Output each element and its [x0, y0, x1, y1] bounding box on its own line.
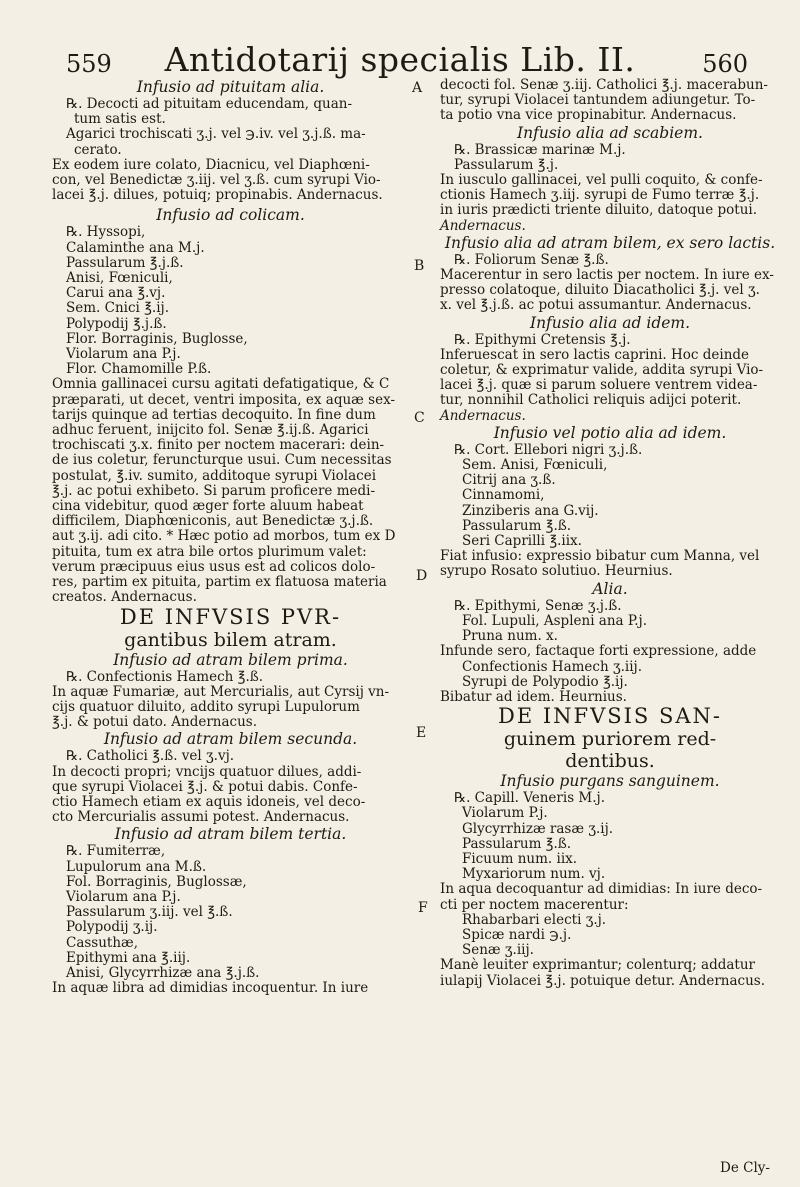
text-line: iulapij Violacei ℥.j. potuique detur. Andernacus. — [440, 972, 766, 989]
section-title: gantibus bilem atram. — [124, 628, 337, 651]
section-title: dentibus. — [565, 750, 655, 773]
text-line: res, partim ex pituita, partim ex flatuosa materia — [52, 574, 387, 591]
text-line: ℞. Foliorum Senæ ℥.ß. — [454, 251, 609, 268]
text-line: Ficuum num. iix. — [462, 850, 578, 867]
text-line: ctio Hamech etiam ex aquis idoneis, vel deco- — [52, 793, 366, 810]
page-number-left: 559 — [66, 50, 112, 78]
text-line: cerato. — [74, 141, 122, 158]
text-line: adhuc feruent, inijcito fol. Senæ ℥.ij.ß. Agarici — [52, 422, 369, 439]
text-line: tum satis est. — [74, 111, 166, 128]
text-line: trochiscati ʒ.x. finito per noctem macerari: dein- — [52, 437, 385, 454]
text-line: ℞. Epithymi, Senæ ʒ.j.ß. — [454, 597, 622, 614]
text-line: Calaminthe ana M.j. — [66, 239, 205, 256]
text-line: Passularum ℥.j.ß. — [66, 254, 184, 271]
heading: Infusio ad pituitam alia. — [136, 78, 325, 96]
text-line: ta potio vna vice propinabitur. Andernacus. — [440, 107, 737, 124]
text-line: de ius coletur, feruncturque usui. Cum necessitas — [52, 452, 392, 469]
text-line: In aqua decoquantur ad dimidias: In iure deco- — [440, 881, 763, 898]
text-line: In iusculo gallinacei, vel pulli coquito, & confe- — [440, 172, 763, 189]
text-line: que syrupi Violacei ℥.j. & potui dabis. Confe- — [52, 778, 358, 795]
text-line: Cinnamomi, — [462, 487, 545, 504]
margin-mark-d: D — [416, 568, 428, 584]
text-line: Polypodij ℥.j.ß. — [66, 315, 167, 332]
margin-mark-b: B — [414, 258, 425, 274]
text-line: ℞. Cort. Ellebori nigri ʒ.j.ß. — [454, 441, 643, 458]
text-line: Ex eodem iure colato, Diacnicu, vel Diaphœni- — [52, 156, 370, 173]
text-line: Fiat infusio: expressio bibatur cum Manna, vel — [440, 548, 760, 565]
text-line: Syrupi de Polypodio ℥.ij. — [462, 673, 628, 690]
text-line: ℞. Fumiterræ, — [66, 843, 166, 860]
text-line: Senæ ʒ.iij. — [462, 942, 534, 959]
text-line: Flor. Borraginis, Buglosse, — [66, 330, 248, 347]
text-line: In aquæ libra ad dimidias incoquentur. In iure — [52, 980, 369, 997]
margin-mark-f: F — [418, 900, 428, 916]
text-line: Passularum ℥.ß. — [462, 517, 572, 534]
text-line: Zinziberis ana G.vij. — [462, 502, 599, 519]
text-line: aut ʒ.ij. adi cito. * Hæc potio ad morbos, tum ex D — [52, 528, 396, 545]
text-line: ℞. Hyssopi, — [66, 224, 146, 241]
text-line: Flor. Chamomille P.ß. — [66, 361, 212, 378]
text-line: ℞. Brassicæ marinæ M.j. — [454, 141, 626, 158]
text-line: presso colatoque, diluito Diacatholici ℥.j. vel ʒ. — [440, 282, 760, 299]
text-line: Myxariorum num. vj. — [462, 866, 606, 883]
text-line: Omnia gallinacei cursu agitati defatigatique, & C — [52, 376, 390, 393]
text-line: postulat, ℥.iv. sumito, additoque syrupi Violacei — [52, 467, 377, 484]
text-line: Inferuescat in sero lactis caprini. Hoc deinde — [440, 346, 750, 363]
text-line: Sem. Cnici ℥.ij. — [66, 300, 170, 317]
section-title: guinem puriorem red- — [503, 728, 717, 751]
text-line: lacei ℥.j. quæ si parum soluere ventrem videa- — [440, 377, 758, 394]
text-line: Cassuthæ, — [66, 934, 139, 951]
text-line: Passularum ℥.ß. — [462, 835, 572, 852]
text-line: Violarum ana P.j. — [66, 888, 181, 905]
section-title: DE INFVSIS PVR- — [119, 604, 342, 629]
section-title: DE INFVSIS SAN- — [497, 704, 722, 729]
text-line: Polypodij ʒ.ij. — [66, 919, 158, 936]
text-line: Carui ana ℥.vj. — [66, 285, 166, 302]
text-line: Violarum P.j. — [462, 805, 548, 822]
text-line: Fol. Borraginis, Buglossæ, — [66, 873, 247, 890]
text-line: tur, syrupi Violacei tantundem adiungetur. To- — [440, 92, 756, 109]
text-line: Infunde sero, factaque forti expressione, adde — [440, 643, 757, 660]
text-line: cina videbitur, quod æger forte aluum habeat — [52, 498, 364, 515]
text-line: Manè leuiter exprimantur; colenturq; addatur — [440, 957, 755, 974]
text-line: difficilem, Diaphœniconis, aut Benedictæ ʒ.j.ß. — [52, 513, 374, 530]
text-line: ℞. Decocti ad pituitam educendam, quan- — [66, 96, 353, 112]
text-line: cti per noctem macerentur: — [440, 896, 629, 913]
text-line: ctionis Hamech ʒ.iij. syrupi de Fumo terræ ℥.j. — [440, 187, 760, 204]
heading: Infusio ad atram bilem prima. — [113, 650, 348, 669]
text-line: decocti fol. Senæ ʒ.iij. Catholici ℥.j. macerabun- — [440, 77, 768, 93]
text-line: Spicæ nardi ℈.j. — [462, 926, 572, 943]
heading: Infusio alia ad idem. — [529, 313, 691, 332]
text-line: Anisi, Fœniculi, — [66, 270, 173, 287]
text-line: con, vel Benedictæ ʒ.iij. vel ʒ.ß. cum syrupi Vio- — [52, 172, 381, 189]
heading: Infusio vel potio alia ad idem. — [493, 423, 727, 442]
text-line: pituita, tum ex atra bile ortos plurimum valet: — [52, 543, 367, 560]
heading: Infusio alia ad scabiem. — [517, 123, 703, 142]
text-line: Passularum ʒ.iij. vel ℥.ß. — [66, 904, 233, 921]
text-line: ℥.j. & potui dato. Andernacus. — [52, 714, 257, 731]
text-line: Confectionis Hamech ʒ.iij. — [462, 658, 642, 675]
text-line: Sem. Anisi, Fœniculi, — [462, 457, 608, 474]
text-line: ℥.j. ac potui exhibeto. Si parum proficere medi- — [52, 482, 376, 499]
text-line: præparati, ut decet, ventri imposita, ex aquæ sex- — [52, 391, 396, 408]
text-line: Andernacus. — [440, 217, 526, 234]
text-line: in iuris prædicti triente diluito, datoque potui. — [440, 202, 758, 219]
text-line: tur, nonnihil Catholici reliquis adijci poterit. — [440, 392, 742, 409]
text-line: Glycyrrhizæ rasæ ʒ.ij. — [462, 820, 614, 837]
text-line: x. vel ℥.j.ß. ac potui assumantur. Andernacus. — [440, 297, 752, 314]
heading: Infusio ad atram bilem secunda. — [103, 730, 358, 749]
heading: Alia. — [592, 579, 628, 598]
text-line: verum præcipuus eius usus est ad colicos dolo- — [52, 558, 376, 575]
text-line: Anisi, Glycyrrhizæ ana ℥.j.ß. — [66, 964, 260, 981]
text-line: In aquæ Fumariæ, aut Mercurialis, aut Cyrsij vn- — [52, 683, 390, 700]
heading: Infusio ad colicam. — [156, 206, 305, 225]
text-line: ℞. Confectionis Hamech ℥.ß. — [66, 668, 264, 685]
text-line: coletur, & exprimatur valide, addita syrupi Vio- — [440, 362, 764, 379]
text-line: Agarici trochiscati ʒ.j. vel ℈.iv. vel ʒ.j.ß. ma- — [66, 126, 366, 143]
text-line: syrupo Rosato solutiuo. Heurnius. — [440, 563, 673, 580]
margin-mark-c: C — [414, 410, 425, 426]
text-line: In decocti propri; vncijs quatuor dilues, addi- — [52, 763, 362, 780]
left-column — [52, 78, 409, 996]
text-line: creatos. Andernacus. — [52, 589, 197, 606]
text-line: Fol. Lupuli, Aspleni ana P.j. — [462, 612, 647, 629]
right-column — [440, 78, 780, 989]
text-line: Epithymi ana ℥.iij. — [66, 949, 191, 966]
text-line: Bibatur ad idem. Heurnius. — [440, 688, 627, 705]
text-line: Macerentur in sero lactis per noctem. In iure ex- — [440, 267, 774, 284]
text-line: Seri Caprilli ℥.iix. — [462, 533, 582, 550]
text-line: tarijs quinque ad tertias decoquito. In fine dum — [52, 406, 376, 423]
text-line: cijs quatuor diluito, addito syrupi Lupulorum — [52, 698, 360, 715]
text-line: Andernacus. — [440, 407, 526, 424]
text-line: Violarum ana P.j. — [66, 346, 181, 363]
text-line: lacei ℥.j. dilues, potuiq; propinabis. Andernacus. — [52, 187, 383, 204]
text-line: ℞. Catholici ℥.ß. vel ʒ.vj. — [66, 748, 235, 765]
heading: Infusio ad atram bilem tertia. — [114, 825, 347, 844]
text-line: Citrij ana ʒ.ß. — [462, 472, 556, 489]
text-line: Rhabarbari electi ʒ.j. — [462, 911, 607, 928]
catchword: De Cly- — [720, 1160, 770, 1176]
text-line: cto Mercurialis assumi potest. Andernacus. — [52, 809, 350, 826]
text-line: Passularum ℥.j. — [454, 156, 559, 173]
heading: Infusio alia ad atram bilem, ex sero lactis. — [444, 233, 776, 252]
text-line: Lupulorum ana M.ß. — [66, 858, 207, 875]
page-number-right: 560 — [702, 50, 748, 78]
heading: Infusio purgans sanguinem. — [500, 772, 720, 791]
margin-mark-e: E — [416, 725, 427, 741]
margin-mark-a: A — [412, 80, 423, 96]
page-title: Antidotarij specialis Lib. II. — [164, 40, 636, 79]
text-line: ℞. Epithymi Cretensis ℥.j. — [454, 331, 631, 348]
text-line: Pruna num. x. — [462, 628, 558, 645]
text-line: ℞. Capill. Veneris M.j. — [454, 790, 606, 807]
